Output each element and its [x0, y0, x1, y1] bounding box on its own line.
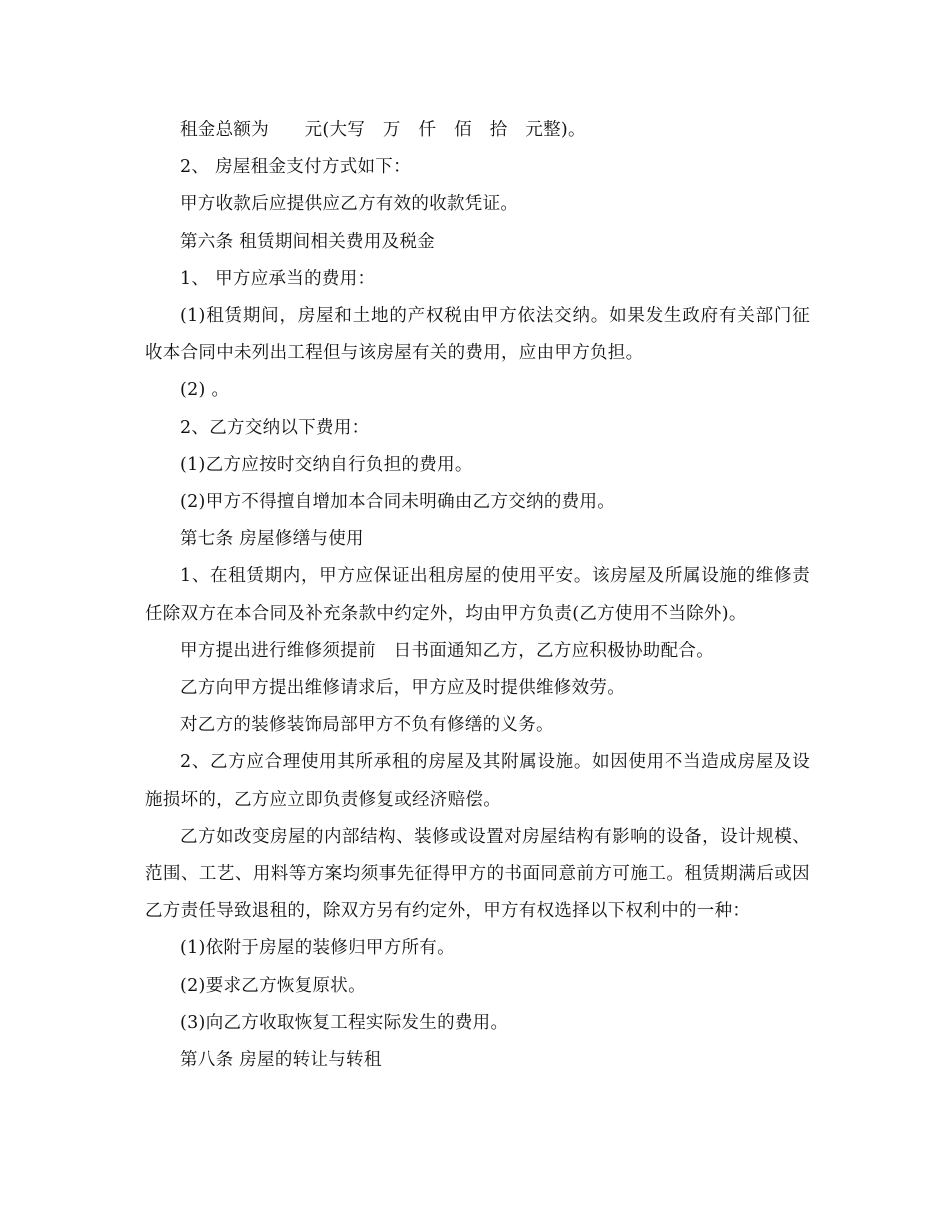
paragraph-proper-use: 2、乙方应合理使用其所承租的房屋及其附属设施。如因使用不当造成房屋及设施损坏的，乙方应立即负责修复或经济赔偿。: [145, 752, 810, 810]
paragraph-payment-method: 2、 房屋租金支付方式如下：: [180, 157, 411, 178]
heading-article-6: 第六条 租赁期间相关费用及税金: [180, 231, 436, 252]
paragraph-party-b-costs: 2、乙方交纳以下费用：: [180, 417, 370, 438]
paragraph-party-a-costs: 1、 甲方应承当的费用：: [180, 268, 376, 289]
heading-article-8: 第八条 房屋的转让与转租: [180, 1050, 382, 1071]
paragraph-receipt: 甲方收款后应提供应乙方有效的收款凭证。: [180, 194, 519, 215]
paragraph-property-tax: (1)租赁期间，房屋和土地的产权税由甲方依法交纳。如果发生政府有关部门征收本合同中未列出工程但与该房屋有关的费用，应由甲方负担。: [145, 306, 810, 364]
paragraph-b-cost-2: (2)甲方不得擅自增加本合同未明确由乙方交纳的费用。: [180, 492, 616, 513]
paragraph-repair-responsibility: 1、在租赁期内，甲方应保证出租房屋的使用平安。该房屋及所属设施的维修责任除双方在本合同及补充条款中约定外，均由甲方负责(乙方使用不当除外)。: [145, 566, 810, 624]
paragraph-option-1: (1)依附于房屋的装修归甲方所有。: [180, 938, 455, 959]
paragraph-repair-request: 乙方向甲方提出维修请求后，甲方应及时提供维修效劳。: [180, 678, 625, 699]
paragraph-structure-change: 乙方如改变房屋的内部结构、装修或设置对房屋结构有影响的设备，设计规模、范围、工艺、用料等方案均须事先征得甲方的书面同意前方可施工。租赁期满后或因乙方责任导致退租的，除双方另有约定外，甲方有权选择以下权利中的一种：: [145, 826, 810, 922]
paragraph-option-2: (2)要求乙方恢复原状。: [180, 975, 366, 996]
paragraph-item-2-blank: (2) 。: [180, 380, 230, 401]
paragraph-option-3: (3)向乙方收取恢复工程实际发生的费用。: [180, 1012, 509, 1033]
paragraph-b-cost-1: (1)乙方应按时交纳自行负担的费用。: [180, 454, 473, 475]
paragraph-repair-notice: 甲方提出进行维修须提前 日书面通知乙方，乙方应积极协助配合。: [180, 640, 714, 661]
paragraph-rent-total: 租金总额为 元(大写 万 仟 佰 拾 元整)。: [180, 120, 586, 140]
paragraph-decoration: 对乙方的装修装饰局部甲方不负有修缮的义务。: [180, 715, 554, 736]
document-body: [145, 112, 810, 1079]
heading-article-7: 第七条 房屋修缮与使用: [180, 529, 364, 550]
